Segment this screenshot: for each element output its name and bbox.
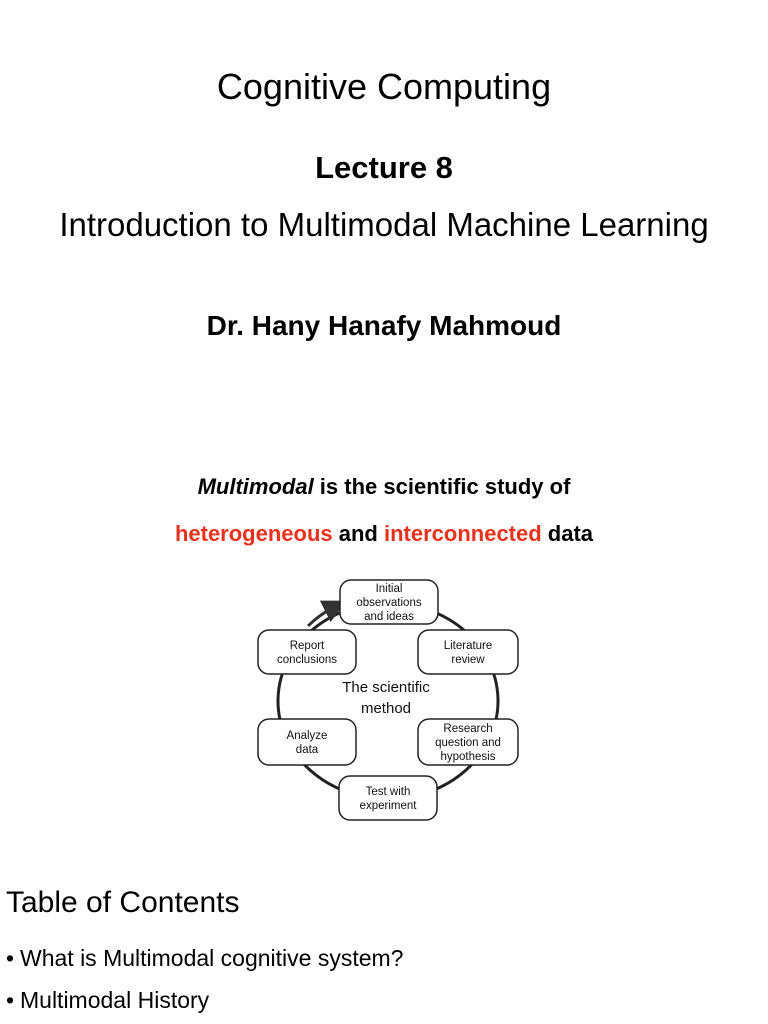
tagline-data: data [541, 521, 594, 546]
step-box [339, 776, 437, 820]
bullet: • [6, 945, 15, 971]
step-box-outline [258, 630, 356, 674]
step-box-outline [258, 719, 356, 765]
step-box-outline [418, 630, 518, 674]
step-box [258, 719, 356, 765]
tagline-rest: is the scientific study of [313, 474, 571, 499]
diagram-center-label-1: The scientific [342, 679, 430, 696]
course-title: Cognitive Computing [216, 66, 552, 107]
step-label: and ideas [364, 611, 414, 623]
step-box [418, 719, 518, 765]
toc-item [6, 940, 403, 982]
step-label: question and [435, 737, 501, 749]
toc-heading: Table of Contents [6, 886, 240, 919]
step-label: Analyze [286, 730, 328, 742]
step-label: data [295, 744, 319, 756]
step-label: observations [356, 597, 422, 609]
tagline-line-1 [0, 474, 768, 500]
tagline-multimodal: Multimodal [197, 474, 314, 499]
toc-list [6, 940, 403, 1024]
scientific-method-diagram [244, 576, 532, 826]
step-label: conclusions [276, 654, 338, 666]
step-label: Research [443, 723, 493, 735]
tagline-and: and [332, 521, 384, 546]
tagline-heterogeneous: heterogeneous [174, 521, 333, 546]
diagram-center-label-2: method [360, 700, 412, 717]
step-label: Literature [443, 640, 493, 652]
tagline-interconnected: interconnected [383, 521, 542, 546]
step-label: Report [289, 640, 325, 652]
toc-item [6, 982, 403, 1024]
bullet: • [6, 987, 15, 1013]
step-label: hypothesis [440, 751, 496, 763]
author-name: Dr. Hany Hanafy Mahmoud [206, 310, 562, 341]
step-label: review [451, 654, 485, 666]
step-box [418, 630, 518, 674]
step-box-outline [339, 776, 437, 820]
step-label: experiment [359, 800, 417, 812]
toc-item-label: What is Multimodal cognitive system? [20, 945, 404, 971]
lecture-title: Introduction to Multimodal Machine Learning [59, 206, 709, 243]
toc-item-label: Multimodal History [20, 987, 210, 1013]
tagline-line-2 [0, 521, 768, 547]
lecture-number: Lecture 8 [315, 150, 453, 185]
step-box [340, 580, 438, 624]
step-label: Test with [365, 786, 411, 798]
step-box [258, 630, 356, 674]
step-label: Initial [375, 583, 403, 595]
